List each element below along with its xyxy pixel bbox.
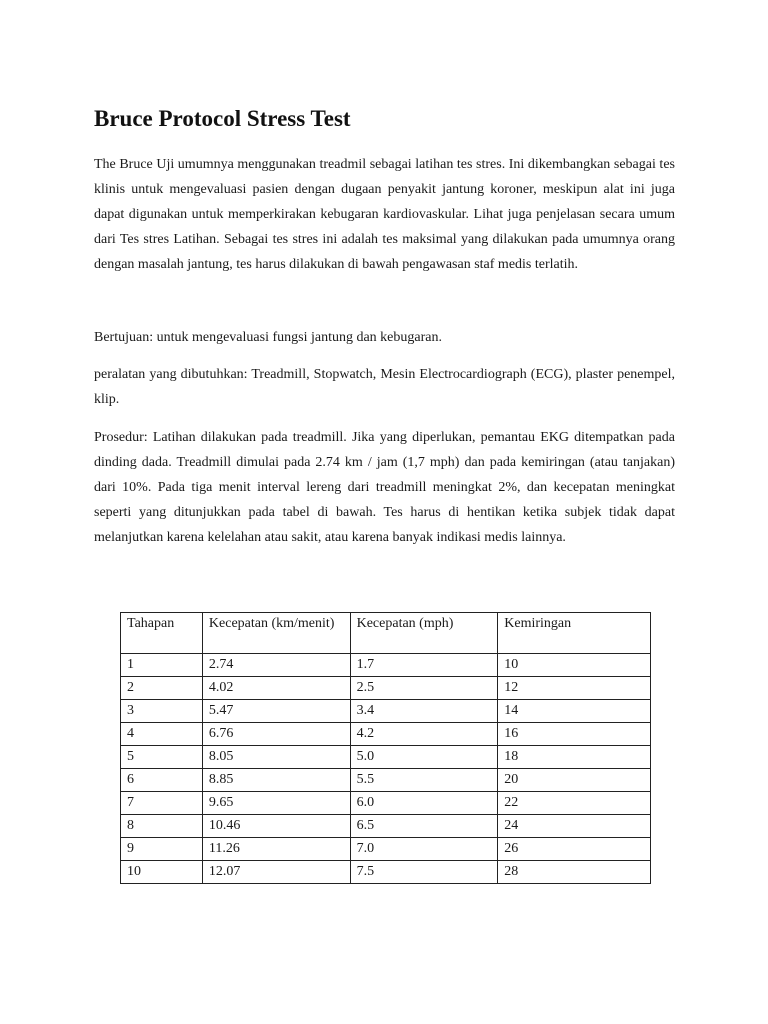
header-stage: Tahapan [121, 613, 203, 654]
cell-speed-mph: 6.5 [350, 815, 498, 838]
cell-speed-mph: 5.0 [350, 746, 498, 769]
cell-speed-km: 4.02 [202, 677, 350, 700]
cell-stage: 7 [121, 792, 203, 815]
cell-speed-mph: 6.0 [350, 792, 498, 815]
cell-stage: 8 [121, 815, 203, 838]
cell-grade: 18 [498, 746, 651, 769]
cell-stage: 6 [121, 769, 203, 792]
cell-stage: 1 [121, 654, 203, 677]
procedure-paragraph: Prosedur: Latihan dilakukan pada treadmill. Jika yang diperlukan, pemantau EKG ditempatkan pada dinding dada. Treadmill dimulai pada 2.74 km / jam (1,7 mph) dan pada kemiringan (atau tanjakan) dari 10%. Pada tiga menit interval lereng dari treadmill meningkat 2%, dan kecepatan meningkat seperti yang ditunjukkan pada tabel di bawah. Tes harus di hentikan ketika subjek tidak dapat melanjutkan karena kelelahan atau sakit, atau karena banyak indikasi medis lainnya. [94, 430, 675, 545]
cell-speed-mph: 1.7 [350, 654, 498, 677]
cell-speed-km: 10.46 [202, 815, 350, 838]
intro-paragraph: The Bruce Uji umumnya menggunakan treadmil sebagai latihan tes stres. Ini dikembangkan sebagai tes klinis untuk mengevaluasi pasien dengan dugaan penyakit jantung koroner, meskipun alat ini juga dapat digunakan untuk memperkirakan kebugaran kardiovaskular. Lihat juga penjelasan secara umum dari Tes stres Latihan. Sebagai tes stres ini adalah tes maksimal yang dilakukan pada umumnya orang dengan masalah jantung, tes harus dilakukan di bawah pengawasan staf medis terlatih. [94, 157, 675, 272]
page-title: Bruce Protocol Stress Test [94, 106, 351, 131]
cell-grade: 20 [498, 769, 651, 792]
table-row [121, 700, 651, 723]
cell-speed-km: 12.07 [202, 861, 350, 884]
cell-stage: 5 [121, 746, 203, 769]
cell-grade: 22 [498, 792, 651, 815]
table-row [121, 815, 651, 838]
table-row [121, 861, 651, 884]
cell-speed-km: 8.85 [202, 769, 350, 792]
cell-grade: 26 [498, 838, 651, 861]
equipment-paragraph: peralatan yang dibutuhkan: Treadmill, Stopwatch, Mesin Electrocardiograph (ECG), plaster penempel, klip. [94, 367, 675, 407]
cell-grade: 14 [498, 700, 651, 723]
table-row [121, 792, 651, 815]
document-body [94, 104, 675, 567]
cell-stage: 4 [121, 723, 203, 746]
cell-speed-mph: 4.2 [350, 723, 498, 746]
cell-speed-mph: 7.0 [350, 838, 498, 861]
cell-speed-mph: 2.5 [350, 677, 498, 700]
table-row [121, 654, 651, 677]
cell-grade: 12 [498, 677, 651, 700]
cell-stage: 9 [121, 838, 203, 861]
cell-stage: 3 [121, 700, 203, 723]
header-grade: Kemiringan [498, 613, 651, 654]
table-row [121, 746, 651, 769]
cell-speed-mph: 7.5 [350, 861, 498, 884]
purpose-paragraph: Bertujuan: untuk mengevaluasi fungsi jantung dan kebugaran. [94, 330, 442, 345]
table-header-row [121, 613, 651, 654]
table-row [121, 769, 651, 792]
cell-speed-km: 2.74 [202, 654, 350, 677]
cell-speed-km: 8.05 [202, 746, 350, 769]
cell-grade: 16 [498, 723, 651, 746]
cell-speed-mph: 3.4 [350, 700, 498, 723]
header-speed-km: Kecepatan (km/menit) [202, 613, 350, 654]
cell-grade: 24 [498, 815, 651, 838]
cell-speed-km: 9.65 [202, 792, 350, 815]
cell-stage: 10 [121, 861, 203, 884]
table-row [121, 677, 651, 700]
cell-grade: 28 [498, 861, 651, 884]
table-row [121, 723, 651, 746]
cell-speed-km: 6.76 [202, 723, 350, 746]
cell-stage: 2 [121, 677, 203, 700]
cell-speed-km: 11.26 [202, 838, 350, 861]
bruce-protocol-table [120, 612, 651, 884]
cell-grade: 10 [498, 654, 651, 677]
cell-speed-mph: 5.5 [350, 769, 498, 792]
table-row [121, 838, 651, 861]
header-speed-mph: Kecepatan (mph) [350, 613, 498, 654]
cell-speed-km: 5.47 [202, 700, 350, 723]
